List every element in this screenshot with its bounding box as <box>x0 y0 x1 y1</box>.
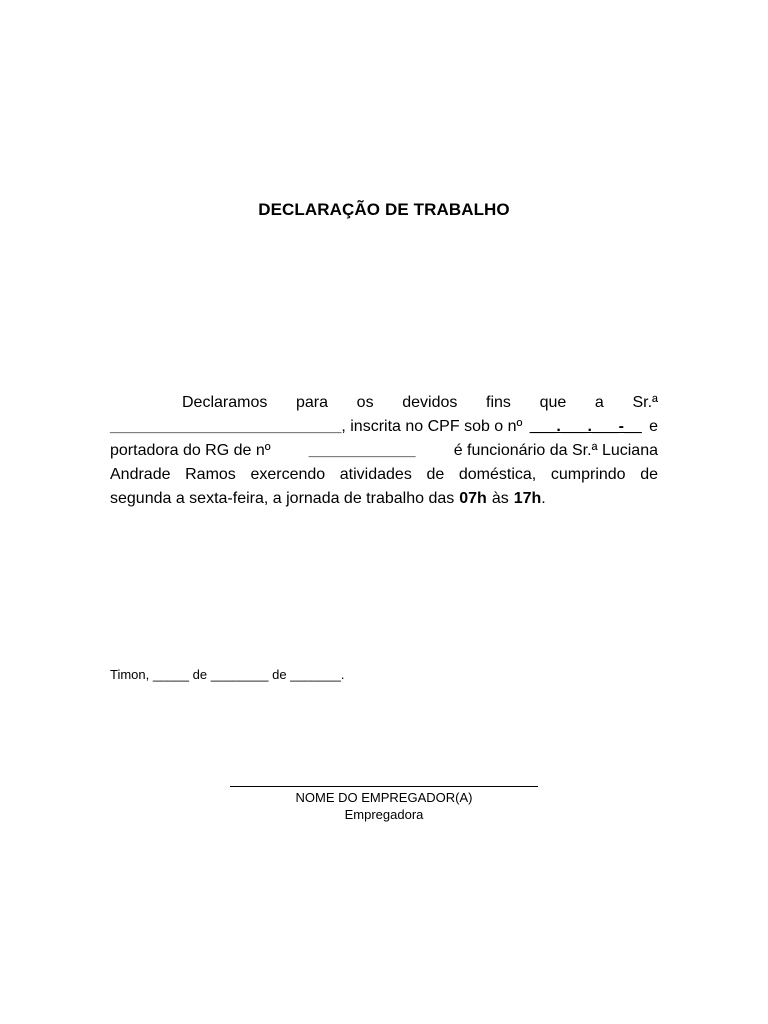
employer-text: é funcionário da Sr.ª Luciana <box>453 442 658 459</box>
employer-role: Empregadora <box>344 807 424 822</box>
end-time: 17h <box>513 490 542 507</box>
paragraph-line-1 <box>110 391 658 415</box>
cpf-blank: ___.___.___-__ <box>529 418 642 435</box>
rg-label: portadora do RG de nº <box>110 442 271 459</box>
paragraph-line-4 <box>110 463 658 487</box>
start-time: 07h <box>459 490 487 507</box>
word: exercendo <box>250 466 326 483</box>
word: Declaramos <box>182 394 268 411</box>
word: atividades <box>339 466 412 483</box>
name-segment: __________________________, inscrita no CPF sob o nº <box>110 418 523 435</box>
rg-blank: ____________ <box>308 442 416 459</box>
word: Sr.ª <box>632 394 658 411</box>
signature-line <box>230 770 538 787</box>
word: fins <box>486 394 511 411</box>
paragraph-line-3 <box>110 439 658 463</box>
word: a <box>594 394 604 411</box>
word: Andrade <box>110 466 171 483</box>
date-line: Timon, _____ de ________ de _______. <box>110 667 345 682</box>
word: para <box>296 394 329 411</box>
end-time-group: 17h. <box>513 490 546 507</box>
word: devidos <box>402 394 458 411</box>
employee-name-blank: __________________________ <box>110 418 342 435</box>
word: doméstica, <box>458 466 537 483</box>
paragraph-line-5 <box>110 487 658 511</box>
word: cumprindo <box>550 466 626 483</box>
declaration-paragraph <box>110 391 658 511</box>
document-title: DECLARAÇÃO DE TRABALHO <box>258 200 510 219</box>
schedule-text: segunda a sexta-feira, a jornada de trabalho das <box>110 490 455 507</box>
word: Ramos <box>185 466 236 483</box>
paragraph-line-2 <box>110 415 658 439</box>
word: de <box>426 466 445 483</box>
word: de <box>640 466 658 483</box>
schedule-connector: às <box>491 490 509 507</box>
connector-text: e <box>649 418 658 435</box>
employer-name: NOME DO EMPREGADOR(A) <box>295 790 473 805</box>
word: os <box>356 394 374 411</box>
word: que <box>539 394 567 411</box>
